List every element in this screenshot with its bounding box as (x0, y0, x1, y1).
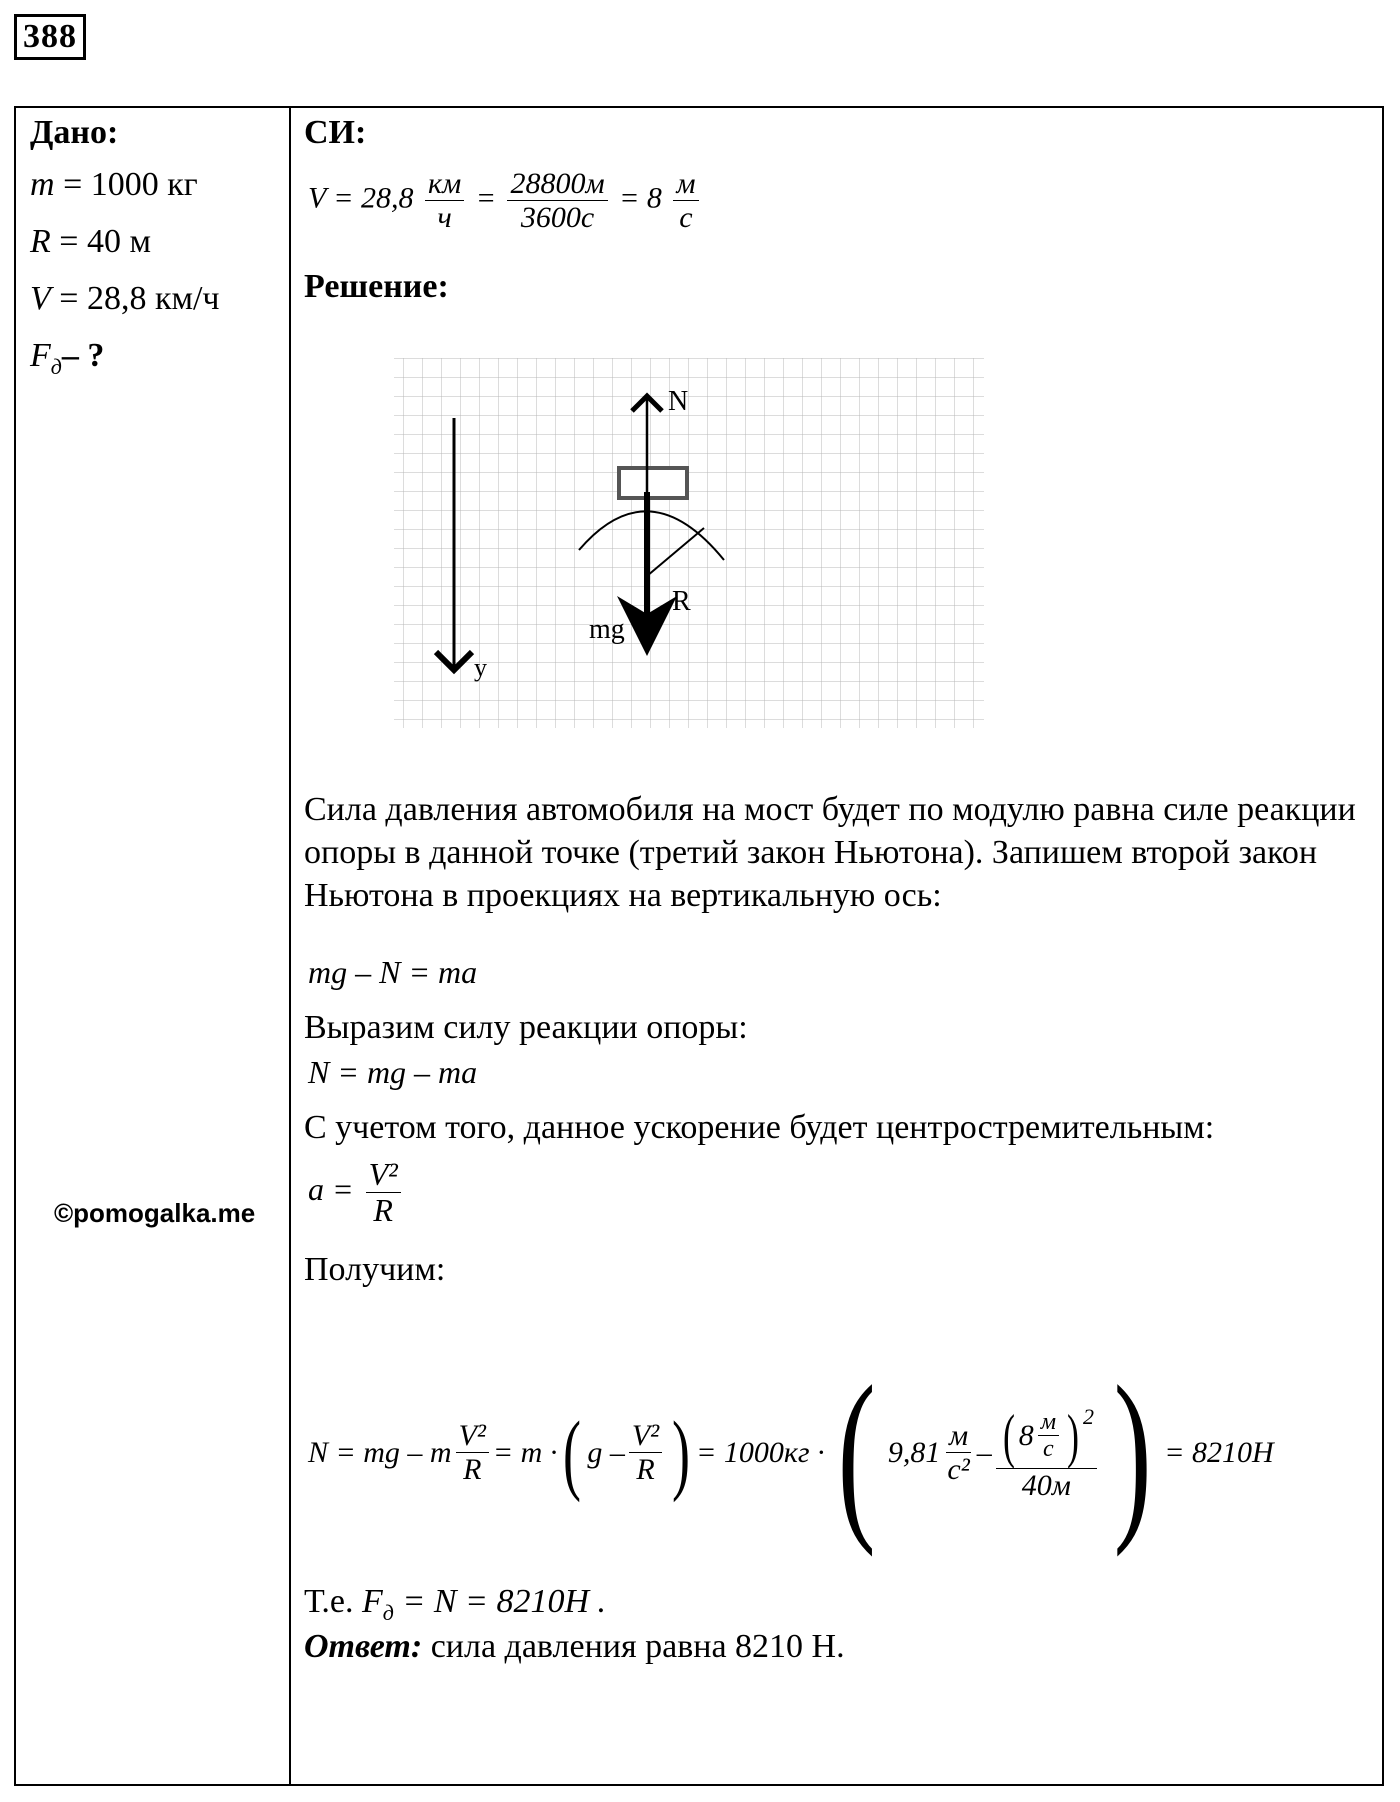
equation-n: N = mg – ma (308, 1054, 478, 1090)
paragraph-centripetal: С учетом того, данное ускорение будет центростремительным: (304, 1109, 1215, 1146)
solution-table (14, 106, 1384, 1786)
answer-text: сила давления равна 8210 Н. (422, 1628, 845, 1665)
paragraph-express-n: Выразим силу реакции опоры: (304, 1009, 748, 1046)
gravity-label: mg (589, 614, 625, 645)
normal-force-label: N (668, 386, 689, 417)
y-axis-label: y (474, 653, 487, 682)
watermark: ©pomogalka.me (54, 1198, 256, 1228)
given-radius: R = 40 м (30, 223, 151, 260)
car-block (619, 468, 687, 498)
column-divider (289, 108, 291, 1784)
solution-heading: Решение: (304, 268, 449, 305)
answer (304, 1628, 845, 1666)
paragraph-third-law: Сила давления автомобиля на мост будет по модулю равна силе реакции опоры в данной точке (третий закон Ньютона). Запишем второй закон Ньютона в проекциях на вертикальную ось: (304, 791, 1356, 914)
paragraph-conclusion: Т.е. $F_д = N = 8210Н$ . (304, 1583, 607, 1625)
si-heading: СИ: (304, 114, 367, 151)
si-conversion: V = 28,8 $\frac{км}{ч}$ = $\frac{28800м}{3600с}$ = 8 $\frac{м}{с}$ (308, 168, 703, 234)
radius-label: R (672, 586, 691, 617)
equation-acceleration: a = $\frac{\text{V²}}{R}$ (308, 1158, 405, 1228)
equation-newton: mg – N = ma (308, 954, 478, 990)
answer-label: Ответ: (304, 1628, 423, 1665)
problem-number: 388 (14, 14, 86, 60)
given-speed: V = 28,8 км/ч (30, 280, 220, 317)
paragraph-result: Получим: (304, 1251, 446, 1288)
given-column (30, 114, 280, 384)
given-unknown: $F_д-$ ? (30, 337, 105, 379)
given-heading: Дано: (30, 114, 119, 151)
given-mass: m = 1000 кг (30, 166, 198, 203)
equation-final: N = mg – m $\frac{\text{V²}}{R}$ = m · ( g – $\frac{\text{V²}}{R}$ ) = 1000кг · ( 9,81 $\frac{м}{\text{с²}}$ – ( 8 $\frac{м}{с}$ ) $^2$ 40м ) = 8210Н (308, 1348, 1274, 1558)
force-diagram (384, 358, 1084, 758)
